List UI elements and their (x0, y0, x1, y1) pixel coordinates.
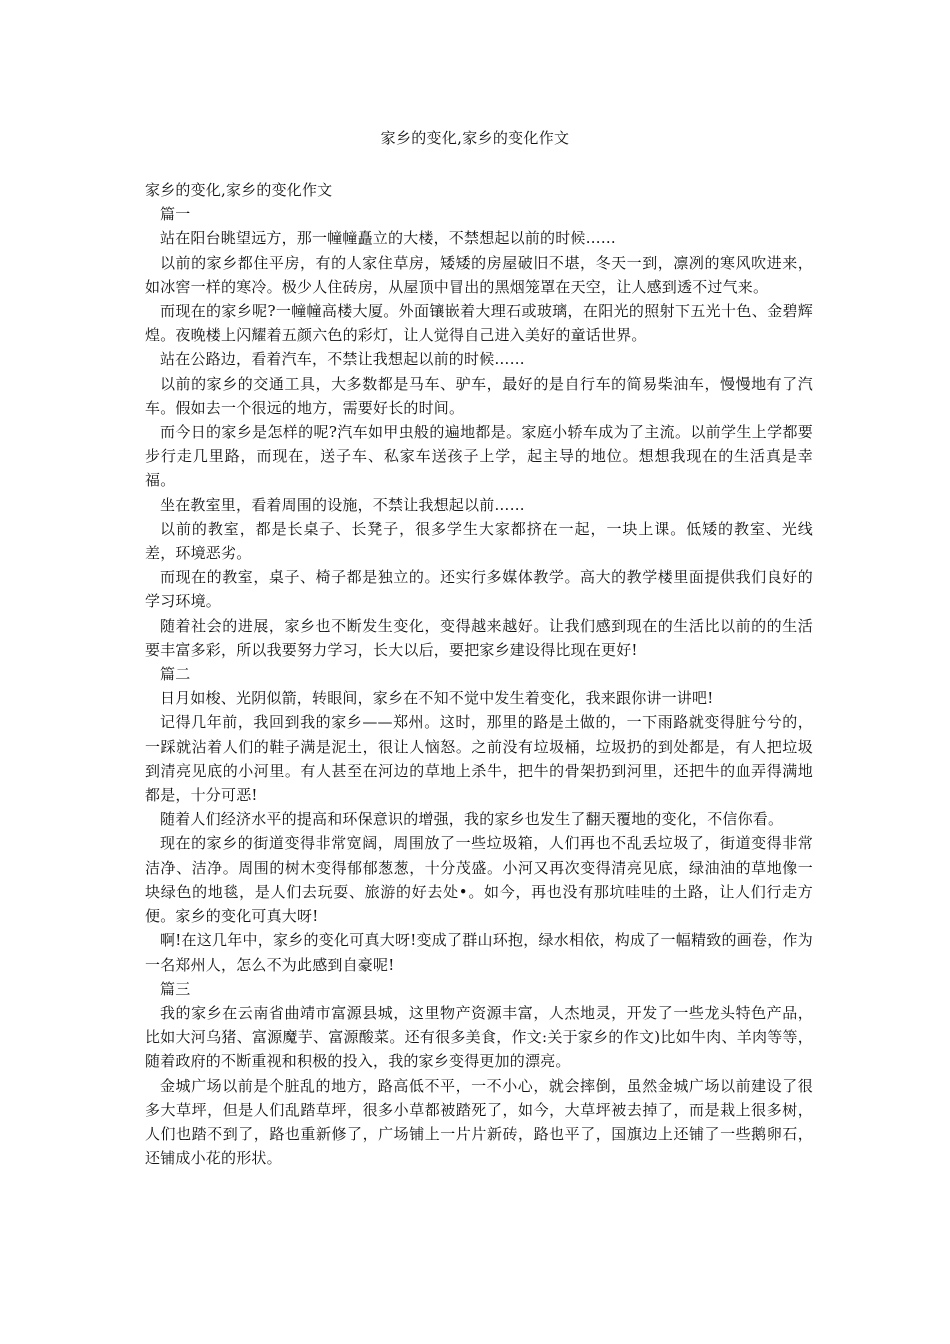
paragraph: 站在阳台眺望远方，那一幢幢矗立的大楼，不禁想起以前的时候…… (160, 229, 617, 248)
document-title: 家乡的变化,家乡的变化作文 (380, 129, 570, 147)
document-body (145, 178, 813, 1170)
paragraph: 而现在的家乡呢?一幢幢高楼大厦。外面镶嵌着大理石或玻璃，在阳光的照射下五光十色、金碧辉煌。夜晚楼上闪耀着五颜六色的彩灯，让人觉得自己进入美好的童话世界。 (145, 302, 813, 345)
document-subtitle: 家乡的变化,家乡的变化作文 (145, 181, 333, 199)
paragraph: 以前的家乡的交通工具，大多数都是马车、驴车，最好的是自行车的简易柴油车，慢慢地有了汽车。假如去一个很远的地方，需要好长的时间。 (145, 374, 813, 417)
paragraph: 我的家乡在云南省曲靖市富源县城，这里物产资源丰富，人杰地灵，开发了一些龙头特色产品，比如大河乌猪、富源魔芋、富源酸菜。还有很多美食，作文:关于家乡的作文)比如牛肉、羊肉等等，随着政府的不断重视和积极的投入，我的家乡变得更加的漂亮。 (145, 1003, 813, 1071)
paragraph: 随着人们经济水平的提高和环保意识的增强，我的家乡也发生了翻天覆地的变化，不信你看。 (160, 810, 784, 829)
paragraph: 现在的家乡的街道变得非常宽阔，周围放了一些垃圾箱，人们再也不乱丢垃圾了，街道变得非常洁净、洁净。周围的树木变得郁郁葱葱，十分茂盛。小河又再次变得清亮见底，绿油油的草地像一块绿色的地毯，是人们去玩耍、旅游的好去处•。如今，再也没有那坑哇哇的土路，让人们行走方便。家乡的变化可真大呀! (145, 834, 813, 926)
paragraph: 站在公路边，看着汽车，不禁让我想起以前的时候…… (160, 350, 525, 369)
section-heading: 篇一 (160, 205, 191, 224)
paragraph: 随着社会的进展，家乡也不断发生变化，变得越来越好。让我们感到现在的生活比以前的的生活要丰富多彩，所以我要努力学习，长大以后，要把家乡建设得比现在更好! (145, 616, 813, 659)
section-heading: 篇二 (160, 665, 191, 684)
paragraph: 以前的家乡都住平房，有的人家住草房，矮矮的房屋破旧不堪，冬天一到，凛冽的寒风吹进来，如冰窖一样的寒冷。极少人住砖房，从屋顶中冒出的黑烟笼罩在天空，让人感到透不过气来。 (145, 253, 813, 296)
paragraph: 记得几年前，我回到我的家乡——郑州。这时，那里的路是土做的，一下雨路就变得脏兮兮的，一踩就沾着人们的鞋子满是泥土，很让人恼怒。之前没有垃圾桶，垃圾扔的到处都是，有人把垃圾到清亮见底的小河里。有人甚至在河边的草地上杀牛，把牛的骨架扔到河里，还把牛的血弄得满地都是，十分可恶! (145, 713, 813, 805)
paragraph: 金城广场以前是个脏乱的地方，路高低不平，一不小心，就会摔倒，虽然金城广场以前建设了很多大草坪，但是人们乱踏草坪，很多小草都被踏死了，如今，大草坪被去掉了，而是栽上很多树，人们也踏不到了，路也重新修了，广场铺上一片片新砖，路也平了，国旗边上还铺了一些鹅卵石，还铺成小花的形状。 (145, 1076, 813, 1168)
paragraph: 而现在的教室，桌子、椅子都是独立的。还实行多媒体教学。高大的教学楼里面提供我们良好的学习环境。 (145, 568, 813, 611)
paragraph: 以前的教室，都是长桌子、长凳子，很多学生大家都挤在一起，一块上课。低矮的教室、光线差，环境恶劣。 (145, 519, 813, 563)
paragraph: 而今日的家乡是怎样的呢?汽车如甲虫般的遍地都是。家庭小轿车成为了主流。以前学生上学都要步行走几里路，而现在，送子车、私家车送孩子上学，起主导的地位。想想我现在的生活真是幸福。 (145, 423, 813, 490)
section-heading: 篇三 (160, 979, 191, 998)
paragraph: 啊!在这几年中，家乡的变化可真大呀!变成了群山环抱，绿水相依，构成了一幅精致的画卷，作为一名郑州人，怎么不为此感到自豪呢! (145, 931, 813, 974)
paragraph: 日月如梭、光阴似箭，转眼间，家乡在不知不觉中发生着变化，我来跟你讲一讲吧! (160, 689, 714, 708)
paragraph: 坐在教室里，看着周围的设施，不禁让我想起以前…… (160, 495, 525, 514)
